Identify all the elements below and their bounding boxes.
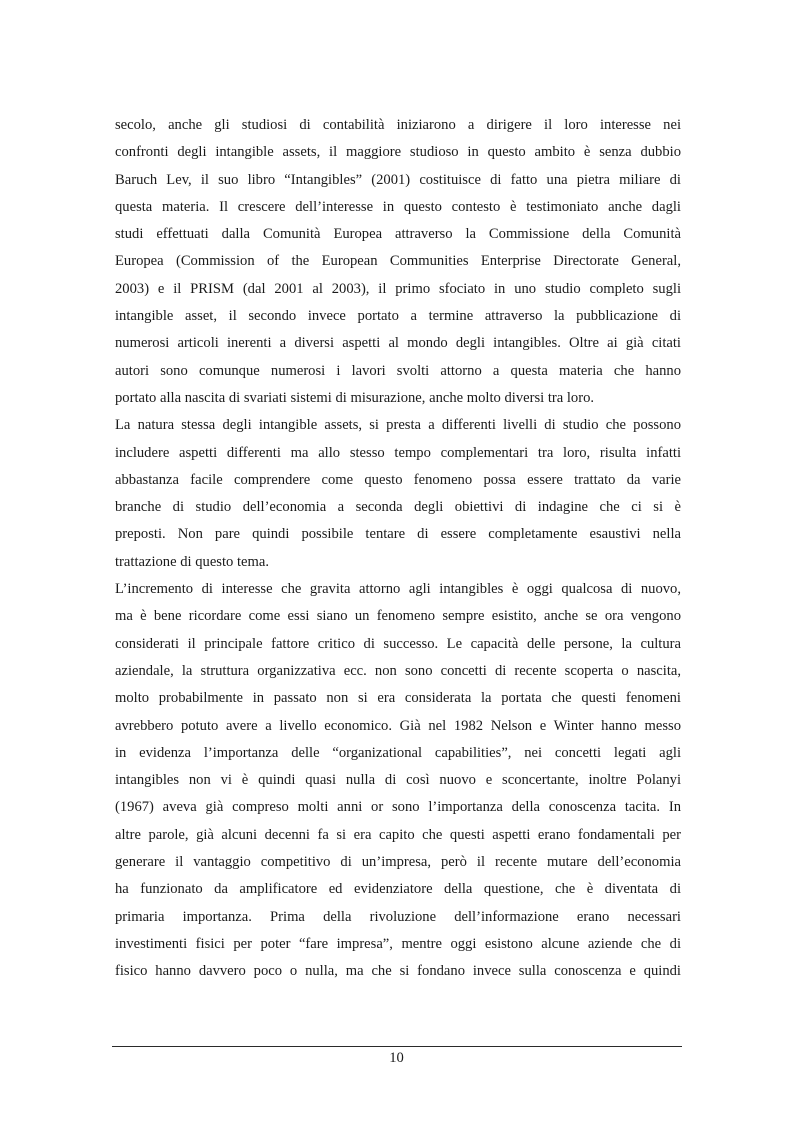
text-line: preposti. Non pare quindi possibile tentare di essere completamente esaustivi nella bbox=[115, 526, 681, 543]
text-line: autori sono comunque numerosi i lavori svolti attorno a questa materia che hanno bbox=[115, 362, 681, 379]
text-line: secolo, anche gli studiosi di contabilità iniziarono a dirigere il loro interesse nei bbox=[115, 117, 681, 133]
text-line: intangible asset, il secondo invece portato a termine attraverso la pubblicazione di bbox=[115, 308, 681, 325]
text-line: molto probabilmente in passato non si era considerata la portata che questi fenomeni bbox=[115, 690, 681, 707]
text-line: branche di studio dell’economia a seconda degli obiettivi di indagine che ci si è bbox=[115, 499, 681, 516]
text-line: primaria importanza. Prima della rivoluzione dell’informazione erano necessari bbox=[115, 908, 681, 925]
text-line: Europea (Commission of the European Communities Enterprise Directorate General, bbox=[115, 253, 681, 270]
page-number: 10 bbox=[389, 1050, 404, 1066]
text-line: avrebbero potuto avere a livello economico. Già nel 1982 Nelson e Winter hanno messo bbox=[115, 717, 681, 734]
text-line: generare il vantaggio competitivo di un’impresa, però il recente mutare dell’economia bbox=[115, 854, 681, 871]
text-line: aziendale, la struttura organizzativa ecc. non sono concetti di recente scoperta o nascita, bbox=[115, 662, 681, 679]
text-line: considerati il principale fattore critico di successo. Le capacità delle persone, la cultura bbox=[115, 635, 681, 652]
text-line: confronti degli intangible assets, il maggiore studioso in questo ambito è senza dubbio bbox=[115, 144, 681, 161]
text-line: questa materia. Il crescere dell’interesse in questo contesto è testimoniato anche dagli bbox=[115, 198, 681, 215]
text-line: studi effettuati dalla Comunità Europea attraverso la Commissione della Comunità bbox=[115, 226, 681, 243]
text-line: altre parole, già alcuni decenni fa si era capito che questi aspetti erano fondamentali per bbox=[115, 826, 681, 843]
text-line: intangibles non vi è quindi quasi nulla di così nuovo e sconcertante, inoltre Polanyi bbox=[115, 772, 681, 789]
text-line: La natura stessa degli intangible assets, si presta a differenti livelli di studio che possono bbox=[115, 417, 681, 434]
text-line: L’incremento di interesse che gravita attorno agli intangibles è oggi qualcosa di nuovo, bbox=[115, 581, 681, 598]
text-line: portato alla nascita di svariati sistemi di misurazione, anche molto diversi tra loro. bbox=[115, 389, 595, 406]
paragraph-3 bbox=[115, 576, 681, 985]
text-line: investimenti fisici per poter “fare impresa”, mentre oggi esistono alcune aziende che di bbox=[115, 935, 681, 952]
text-line: trattazione di questo tema. bbox=[115, 553, 269, 570]
text-line: ma è bene ricordare come essi siano un fenomeno sempre esistito, anche se ora vengono bbox=[115, 608, 681, 625]
text-line: Baruch Lev, il suo libro “Intangibles” (2001) costituisce di fatto una pietra miliare di bbox=[115, 171, 681, 188]
text-line: fisico hanno davvero poco o nulla, ma che si fondano invece sulla conoscenza e quindi bbox=[115, 963, 681, 980]
text-line: includere aspetti differenti ma allo stesso tempo complementari tra loro, risulta infatti bbox=[115, 444, 681, 461]
text-line: (1967) aveva già compreso molti anni or sono l’importanza della conoscenza tacita. In bbox=[115, 799, 681, 816]
text-line: abbastanza facile comprendere come questo fenomeno possa essere trattato da varie bbox=[115, 471, 681, 488]
footer-divider bbox=[112, 1046, 682, 1047]
body-text bbox=[115, 112, 681, 986]
text-line: in evidenza l’importanza delle “organizational capabilities”, nei concetti legati agli bbox=[115, 744, 681, 761]
text-line: 2003) e il PRISM (dal 2001 al 2003), il primo sfociato in uno studio completo sugli bbox=[115, 280, 681, 297]
text-line: ha funzionato da amplificatore ed evidenziatore della questione, che è diventata di bbox=[115, 881, 681, 898]
paragraph-2 bbox=[115, 412, 681, 576]
text-line: numerosi articoli inerenti a diversi aspetti al mondo degli intangibles. Oltre ai già citati bbox=[115, 335, 681, 352]
paragraph-1 bbox=[115, 112, 681, 412]
